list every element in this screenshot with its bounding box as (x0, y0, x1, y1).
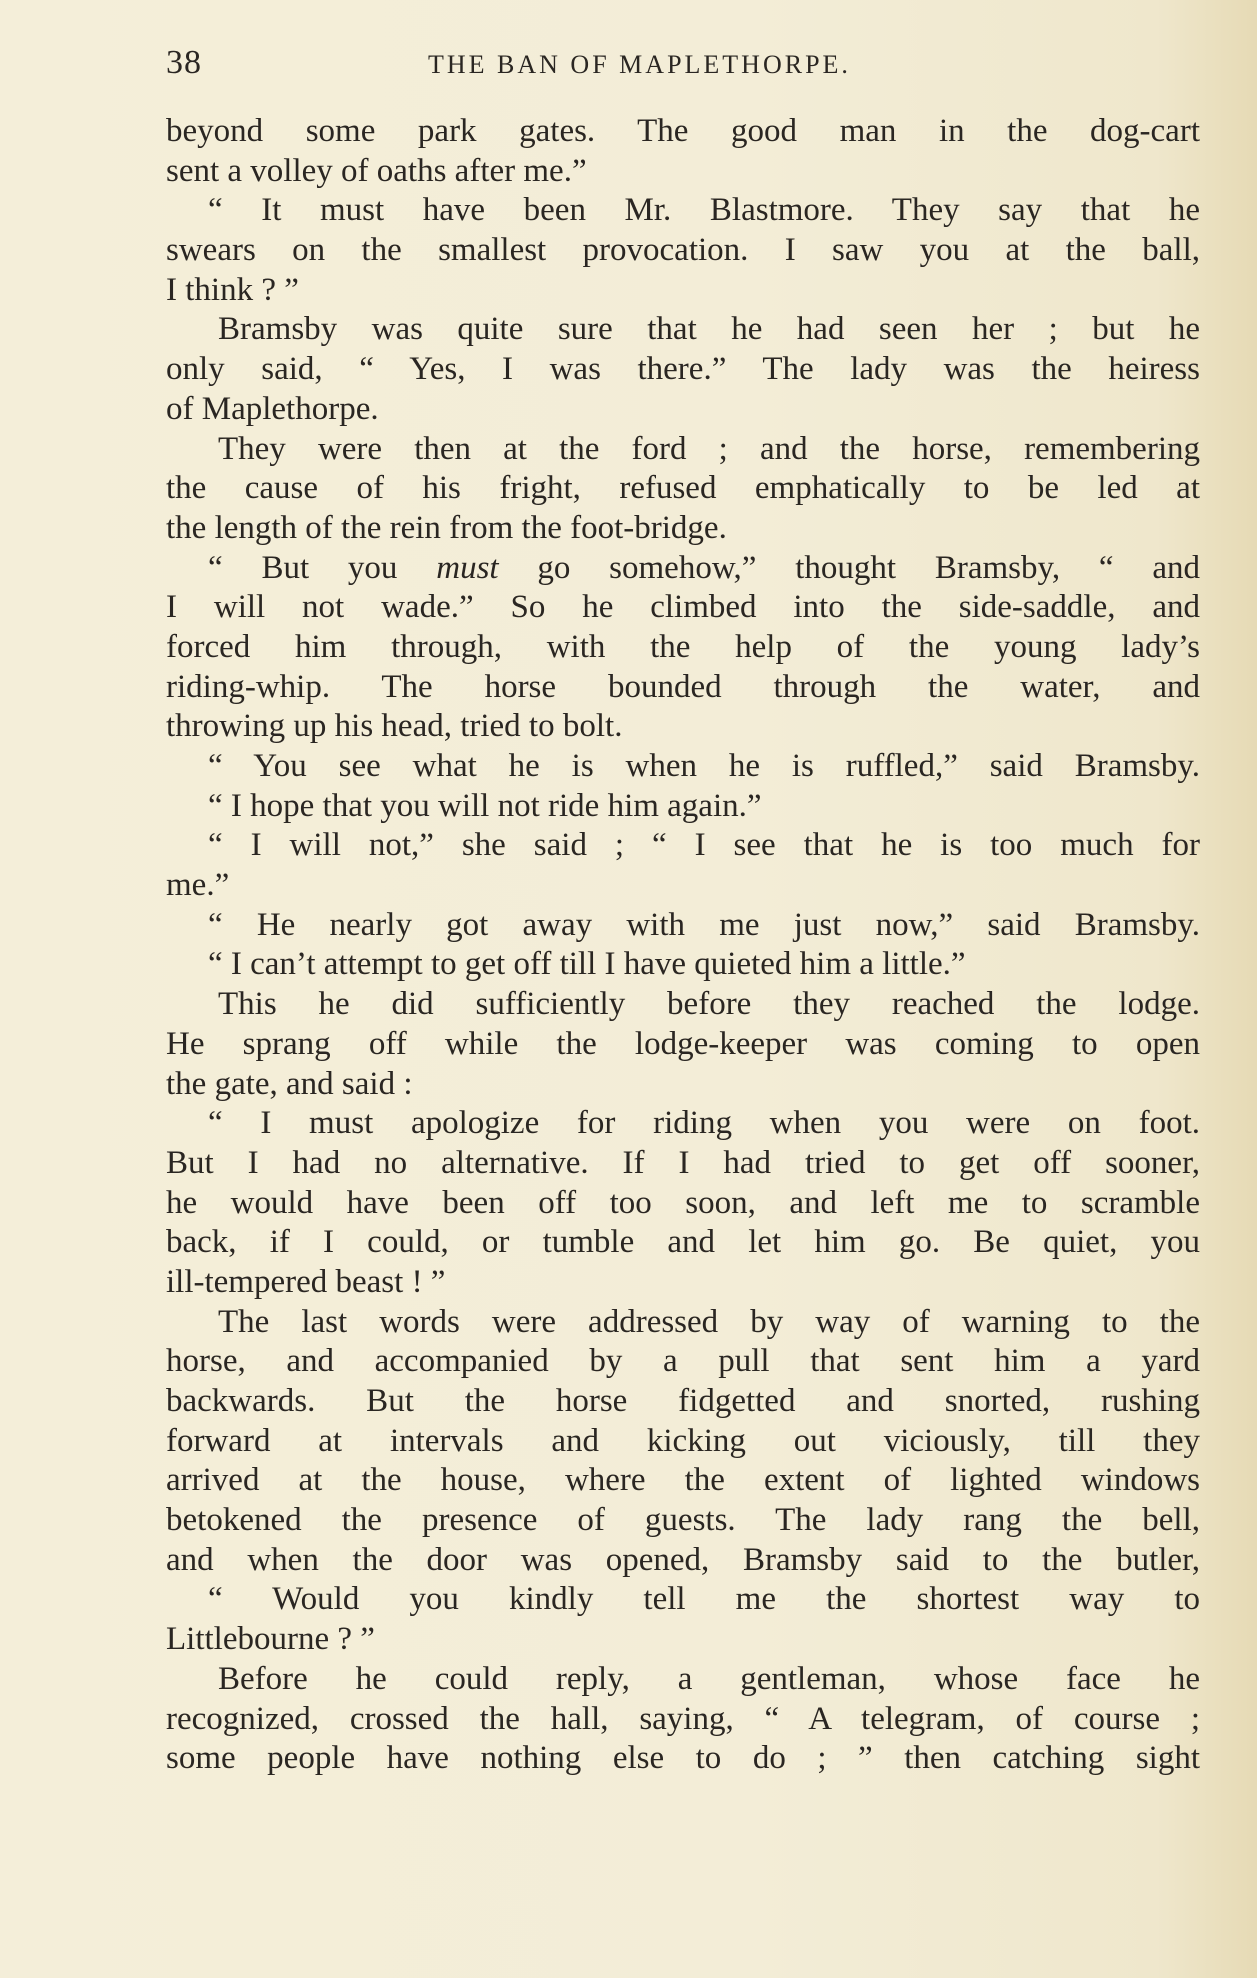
text-line: riding-whip. The horse bounded through the water, and (166, 668, 1200, 705)
text-line: the cause of his fright, refused emphatically to be led at (166, 470, 1200, 507)
text-line: beyond some park gates. The good man in the dog-cart (166, 113, 1200, 149)
text-line: of Maplethorpe. (166, 390, 379, 427)
text-line: But I had no alternative. If I had tried to get off sooner, (166, 1144, 1200, 1181)
text-line: sent a volley of oaths after me.” (166, 152, 587, 189)
text-line: forward at intervals and kicking out viciously, till they (166, 1422, 1200, 1459)
page-header (166, 44, 1212, 88)
body-text (166, 112, 1200, 1779)
text-line: the gate, and said : (166, 1065, 413, 1102)
text-line: “ I will not,” she said ; “ I see that he is too much for (208, 827, 1200, 864)
text-line: Before he could reply, a gentleman, whose face he (218, 1660, 1200, 1697)
text-line: “ I must apologize for riding when you were on foot. (208, 1105, 1200, 1142)
text-line: arrived at the house, where the extent of lighted windows (166, 1462, 1200, 1499)
text-line: ill-tempered beast ! ” (166, 1263, 446, 1300)
text-line: This he did sufficiently before they reached the lodge. (218, 986, 1200, 1023)
italic-word: must (436, 549, 499, 586)
text-line (166, 549, 1200, 589)
page-number: 38 (166, 44, 202, 81)
text-line: Littlebourne ? ” (166, 1621, 375, 1658)
text-line: forced him through, with the help of the young lady’s (166, 628, 1200, 665)
text-line: back, if I could, or tumble and let him go. Be quiet, you (166, 1224, 1200, 1261)
text-line: “ I can’t attempt to get off till I have quieted him a little.” (208, 946, 966, 983)
text-run: go somehow,” thought Bramsby, “ and (498, 549, 1200, 586)
text-line: The last words were addressed by way of warning to the (218, 1303, 1200, 1340)
text-line: I will not wade.” So he climbed into the side-saddle, and (166, 589, 1200, 626)
text-line: recognized, crossed the hall, saying, “ A telegram, of course ; (166, 1700, 1200, 1737)
text-line: “ It must have been Mr. Blastmore. They say that he (208, 192, 1200, 229)
text-line: “ You see what he is when he is ruffled,” said Bramsby. (208, 748, 1200, 784)
text-line: “ He nearly got away with me just now,” said Bramsby. (208, 906, 1200, 943)
text-run: “ But you (208, 549, 437, 586)
text-line: “ Would you kindly tell me the shortest way to (208, 1581, 1200, 1618)
text-line: he would have been off too soon, and left me to scramble (166, 1184, 1200, 1221)
text-line: He sprang off while the lodge-keeper was coming to open (166, 1025, 1200, 1062)
text-line: horse, and accompanied by a pull that sent him a yard (166, 1343, 1200, 1380)
text-line: some people have nothing else to do ; ” then catching sight (166, 1740, 1200, 1777)
text-line: Bramsby was quite sure that he had seen her ; but he (218, 311, 1200, 348)
text-line: the length of the rein from the foot-bridge. (166, 509, 727, 546)
text-line: They were then at the ford ; and the horse, remembering (218, 430, 1200, 467)
text-line: backwards. But the horse fidgetted and snorted, rushing (166, 1383, 1200, 1419)
running-head: THE BAN OF MAPLETHORPE. (428, 50, 851, 79)
text-line: me.” (166, 867, 230, 904)
text-line: swears on the smallest provocation. I saw you at the ball, (166, 232, 1200, 269)
text-line: only said, “ Yes, I was there.” The lady was the heiress (166, 351, 1200, 388)
text-line: and when the door was opened, Bramsby said to the butler, (166, 1541, 1200, 1578)
text-line: throwing up his head, tried to bolt. (166, 708, 623, 745)
text-line: I think ? ” (166, 271, 299, 308)
text-line: betokened the presence of guests. The lady rang the bell, (166, 1502, 1200, 1539)
text-line: “ I hope that you will not ride him again.” (208, 787, 762, 824)
